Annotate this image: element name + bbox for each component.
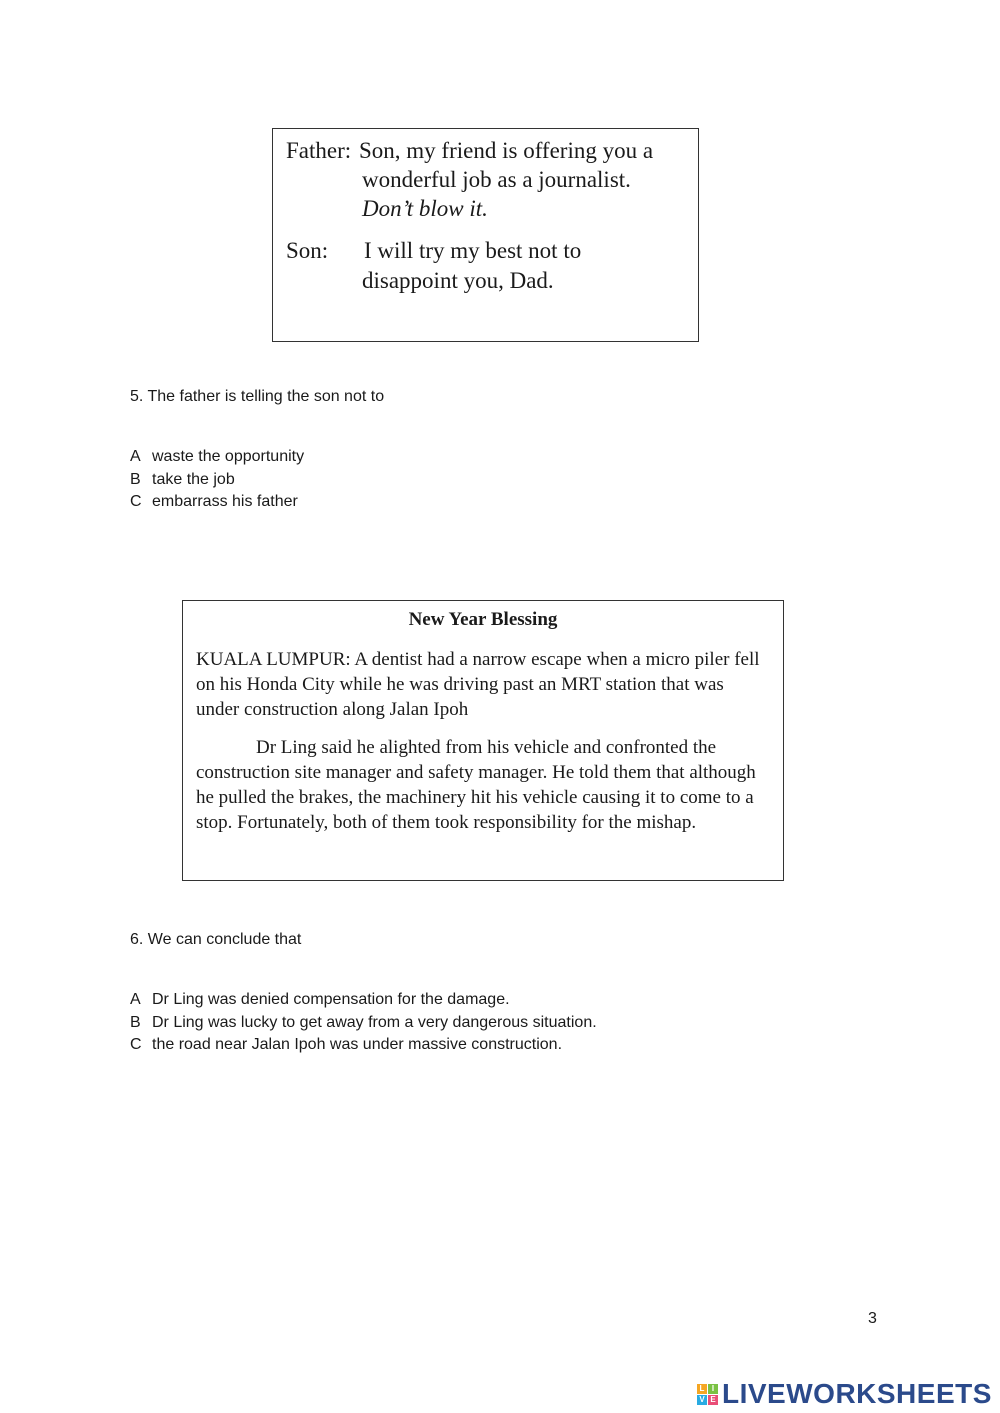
q5-option-b[interactable] — [130, 470, 235, 490]
liveworksheets-logo[interactable] — [697, 1378, 992, 1410]
logo-icon-tile: L — [697, 1384, 707, 1394]
option-text: Dr Ling was lucky to get away from a very dangerous situation. — [152, 1014, 597, 1031]
question-5: 5. The father is telling the son not to — [130, 388, 385, 405]
logo-icon-tile: I — [708, 1384, 718, 1394]
q5-option-c[interactable] — [130, 492, 298, 512]
father-line-3: Don’t blow it. — [362, 196, 488, 221]
father-speaker: Father: — [286, 138, 352, 163]
page-number: 3 — [868, 1310, 877, 1327]
logo-text: LIVEWORKSHEETS — [722, 1378, 992, 1409]
option-letter: C — [130, 493, 142, 510]
option-text: embarrass his father — [152, 493, 298, 510]
option-letter: C — [130, 1036, 142, 1053]
option-letter: A — [130, 991, 141, 1008]
news-paragraph-2: Dr Ling said he alighted from his vehicle and confronted the construction site manager and safety manager. He told them that although he pulled the brakes, the machinery hit his vehicle causing it to come to a stop. Fortunately, both of them took responsibility for the mishap. — [196, 737, 756, 833]
option-letter: B — [130, 1014, 141, 1031]
q6-option-a[interactable] — [130, 990, 510, 1010]
option-letter: A — [130, 448, 141, 465]
option-text: take the job — [152, 471, 235, 488]
option-text: the road near Jalan Ipoh was under massive construction. — [152, 1036, 563, 1053]
son-line-1: I will try my best not to — [364, 238, 582, 263]
father-line-2: wonderful job as a journalist. — [362, 167, 631, 192]
question-6: 6. We can conclude that — [130, 931, 302, 948]
option-text: Dr Ling was denied compensation for the damage. — [152, 991, 510, 1008]
son-line-2: disappoint you, Dad. — [362, 268, 554, 293]
father-line-1: Son, my friend is offering you a — [359, 138, 654, 163]
q5-option-a[interactable] — [130, 447, 304, 467]
q6-option-b[interactable] — [130, 1013, 597, 1033]
q6-option-c[interactable] — [130, 1035, 562, 1055]
option-text: waste the opportunity — [152, 448, 305, 465]
logo-icon-tile: E — [708, 1395, 718, 1405]
son-speaker: Son: — [286, 238, 329, 263]
news-paragraph-1: KUALA LUMPUR: A dentist had a narrow escape when a micro piler fell on his Honda City while he was driving past an MRT station that was under construction along Jalan Ipoh — [196, 649, 760, 720]
news-article-box — [182, 600, 784, 881]
news-title: New Year Blessing — [408, 609, 558, 630]
logo-icon-tile: V — [697, 1395, 707, 1405]
liveworksheets-logo-icon — [697, 1384, 718, 1405]
dialogue-box — [272, 128, 699, 342]
option-letter: B — [130, 471, 141, 488]
